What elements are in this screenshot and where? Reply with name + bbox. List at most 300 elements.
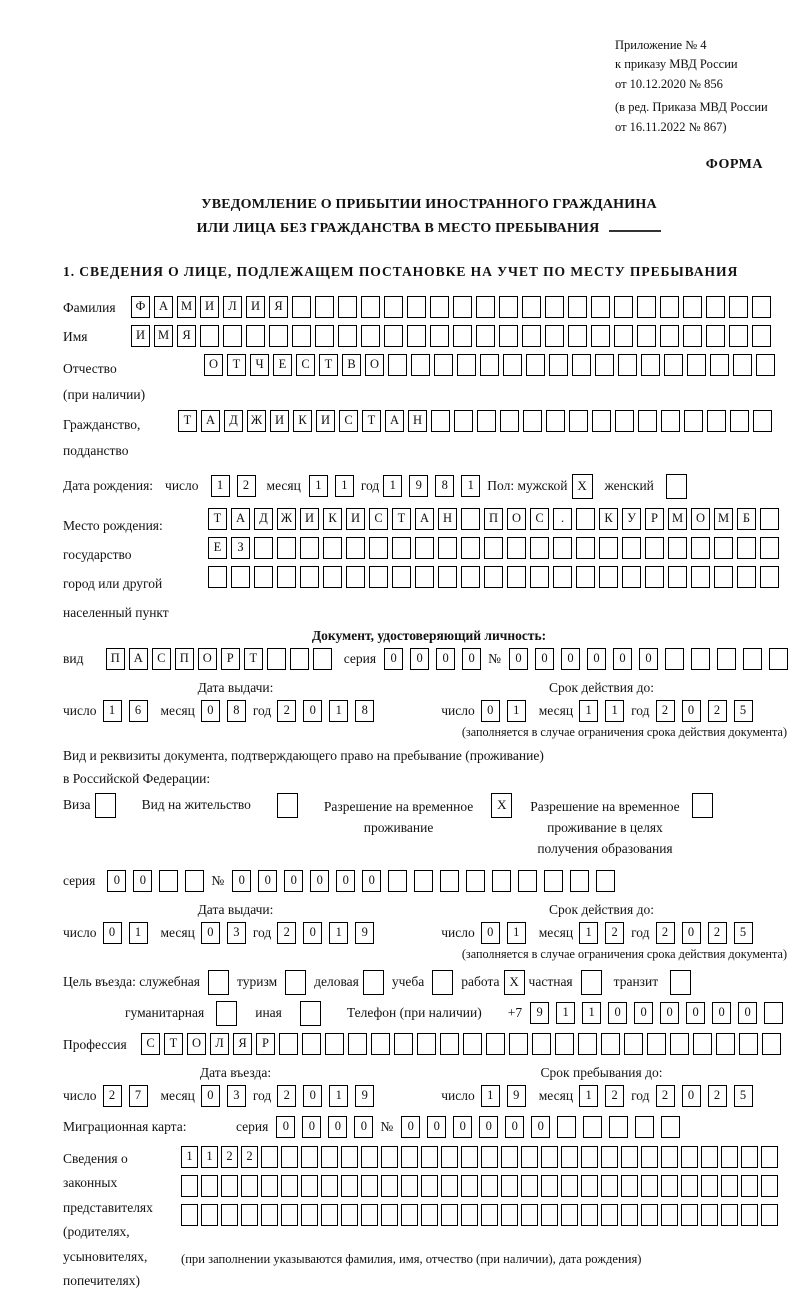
cell[interactable] [341, 1146, 358, 1168]
cell[interactable] [407, 296, 426, 318]
cell[interactable] [315, 325, 334, 347]
cell[interactable]: 1 [211, 475, 230, 497]
cell[interactable]: Т [164, 1033, 183, 1055]
cell[interactable] [277, 537, 296, 559]
cell[interactable] [553, 566, 572, 588]
cell[interactable] [737, 537, 756, 559]
purpose-official-checkbox[interactable] [208, 970, 229, 995]
cell[interactable] [521, 1175, 538, 1197]
cell[interactable]: У [622, 508, 641, 530]
cell[interactable]: 0 [453, 1116, 472, 1138]
cell[interactable]: Л [210, 1033, 229, 1055]
cell[interactable] [415, 566, 434, 588]
cell[interactable]: 0 [682, 1085, 701, 1107]
cell[interactable]: 2 [241, 1146, 258, 1168]
cell[interactable] [701, 1204, 718, 1226]
cell[interactable]: Т [244, 648, 263, 670]
cell[interactable]: 9 [409, 475, 428, 497]
cell[interactable] [507, 566, 526, 588]
cell[interactable] [281, 1146, 298, 1168]
cell[interactable] [501, 1146, 518, 1168]
cell[interactable] [384, 325, 403, 347]
doc-type-cells[interactable] [106, 648, 336, 670]
cell[interactable] [729, 296, 748, 318]
cell[interactable] [591, 325, 610, 347]
cell[interactable] [522, 296, 541, 318]
cell[interactable]: С [296, 354, 315, 376]
cell[interactable] [415, 537, 434, 559]
cell[interactable]: 0 [639, 648, 658, 670]
cell[interactable] [569, 410, 588, 432]
cell[interactable]: . [553, 508, 572, 530]
cell[interactable] [463, 1033, 482, 1055]
cell[interactable] [430, 325, 449, 347]
cell[interactable]: С [339, 410, 358, 432]
cell[interactable]: 1 [201, 1146, 218, 1168]
cell[interactable] [481, 1204, 498, 1226]
cell[interactable] [601, 1175, 618, 1197]
cell[interactable]: А [201, 410, 220, 432]
cell[interactable]: Ч [250, 354, 269, 376]
cell[interactable]: Т [208, 508, 227, 530]
cell[interactable] [321, 1146, 338, 1168]
cell[interactable]: 2 [708, 1085, 727, 1107]
cell[interactable] [706, 325, 725, 347]
cell[interactable] [466, 870, 485, 892]
cell[interactable]: 2 [103, 1085, 122, 1107]
cell[interactable]: 0 [284, 870, 303, 892]
purpose-study-checkbox[interactable] [432, 970, 453, 995]
cell[interactable] [461, 508, 480, 530]
cell[interactable] [381, 1175, 398, 1197]
cell[interactable] [599, 566, 618, 588]
birth-year-cells[interactable] [383, 475, 487, 497]
cell[interactable] [583, 1116, 602, 1138]
cell[interactable]: 2 [656, 1085, 675, 1107]
patronymic-cells[interactable] [204, 354, 779, 376]
cell[interactable] [761, 1204, 778, 1226]
cell[interactable] [741, 1175, 758, 1197]
cell[interactable]: 0 [410, 648, 429, 670]
cell[interactable]: 2 [237, 475, 256, 497]
cell[interactable] [545, 325, 564, 347]
cell[interactable]: С [141, 1033, 160, 1055]
cell[interactable] [300, 537, 319, 559]
cell[interactable] [369, 566, 388, 588]
cell[interactable] [622, 566, 641, 588]
cell[interactable] [541, 1204, 558, 1226]
cell[interactable] [440, 870, 459, 892]
cell[interactable] [769, 648, 788, 670]
cell[interactable] [701, 1146, 718, 1168]
cell[interactable] [729, 325, 748, 347]
cell[interactable] [760, 508, 779, 530]
cell[interactable]: 2 [277, 1085, 296, 1107]
cell[interactable]: 2 [277, 700, 296, 722]
cell[interactable]: 1 [579, 1085, 598, 1107]
cell[interactable] [481, 1175, 498, 1197]
representatives-cells-row2[interactable] [181, 1175, 781, 1197]
cell[interactable] [621, 1204, 638, 1226]
cell[interactable]: Р [645, 508, 664, 530]
cell[interactable] [381, 1146, 398, 1168]
cell[interactable]: 1 [579, 700, 598, 722]
cell[interactable] [381, 1204, 398, 1226]
cell[interactable] [411, 354, 430, 376]
cell[interactable] [532, 1033, 551, 1055]
cell[interactable]: И [300, 508, 319, 530]
cell[interactable] [637, 296, 656, 318]
cell[interactable]: 0 [481, 922, 500, 944]
cell[interactable]: 3 [227, 1085, 246, 1107]
cell[interactable]: 2 [708, 700, 727, 722]
cell[interactable]: И [346, 508, 365, 530]
cell[interactable]: 1 [507, 700, 526, 722]
cell[interactable] [384, 296, 403, 318]
cell[interactable]: 9 [355, 922, 374, 944]
cell[interactable]: 1 [481, 1085, 500, 1107]
cell[interactable] [591, 296, 610, 318]
permit-issue-year-cells[interactable] [277, 922, 381, 944]
cell[interactable]: 5 [734, 1085, 753, 1107]
cell[interactable] [501, 1204, 518, 1226]
cell[interactable] [325, 1033, 344, 1055]
cell[interactable] [261, 1175, 278, 1197]
cell[interactable]: Д [254, 508, 273, 530]
cell[interactable]: 0 [436, 648, 455, 670]
purpose-work-checkbox[interactable]: X [504, 970, 525, 995]
cell[interactable] [499, 325, 518, 347]
cell[interactable] [208, 566, 227, 588]
cell[interactable] [665, 648, 684, 670]
cell[interactable]: 0 [201, 922, 220, 944]
cell[interactable] [484, 537, 503, 559]
residence-permit-checkbox[interactable] [277, 793, 298, 818]
cell[interactable]: Е [273, 354, 292, 376]
cell[interactable] [315, 296, 334, 318]
birthplace-cells-row1[interactable] [208, 508, 783, 530]
cell[interactable] [572, 354, 591, 376]
cell[interactable] [461, 1175, 478, 1197]
cell[interactable]: Е [208, 537, 227, 559]
cell[interactable] [753, 410, 772, 432]
cell[interactable]: Д [224, 410, 243, 432]
doc-issue-month-cells[interactable] [201, 700, 253, 722]
cell[interactable] [549, 354, 568, 376]
cell[interactable] [596, 870, 615, 892]
cell[interactable]: Р [256, 1033, 275, 1055]
cell[interactable] [431, 410, 450, 432]
cell[interactable] [581, 1204, 598, 1226]
cell[interactable] [476, 325, 495, 347]
cell[interactable] [246, 325, 265, 347]
purpose-other-checkbox[interactable] [300, 1001, 321, 1026]
cell[interactable] [743, 648, 762, 670]
cell[interactable] [707, 410, 726, 432]
cell[interactable]: 1 [605, 700, 624, 722]
cell[interactable] [618, 354, 637, 376]
cell[interactable] [764, 1002, 783, 1024]
cell[interactable] [691, 566, 710, 588]
cell[interactable]: С [530, 508, 549, 530]
cell[interactable]: 1 [335, 475, 354, 497]
cell[interactable]: К [323, 508, 342, 530]
cell[interactable]: 0 [712, 1002, 731, 1024]
cell[interactable]: 0 [302, 1116, 321, 1138]
purpose-humanitarian-checkbox[interactable] [216, 1001, 237, 1026]
phone-cells[interactable] [530, 1002, 790, 1024]
cell[interactable]: 0 [481, 700, 500, 722]
cell[interactable] [641, 1204, 658, 1226]
cell[interactable] [641, 1146, 658, 1168]
entry-day-cells[interactable] [103, 1085, 155, 1107]
cell[interactable]: П [175, 648, 194, 670]
cell[interactable]: 0 [587, 648, 606, 670]
cell[interactable]: 0 [738, 1002, 757, 1024]
cell[interactable]: 8 [435, 475, 454, 497]
birth-day-cells[interactable] [211, 475, 263, 497]
cell[interactable] [407, 325, 426, 347]
cell[interactable]: Б [737, 508, 756, 530]
cell[interactable] [361, 1175, 378, 1197]
cell[interactable] [661, 1175, 678, 1197]
cell[interactable]: 0 [401, 1116, 420, 1138]
cell[interactable]: 1 [329, 1085, 348, 1107]
cell[interactable] [635, 1116, 654, 1138]
cell[interactable] [392, 537, 411, 559]
visa-checkbox[interactable] [95, 793, 116, 818]
cell[interactable] [615, 410, 634, 432]
cell[interactable] [477, 410, 496, 432]
birthplace-cells-row2[interactable] [208, 537, 783, 559]
cell[interactable]: 0 [201, 1085, 220, 1107]
cell[interactable] [290, 648, 309, 670]
cell[interactable] [530, 537, 549, 559]
cell[interactable]: Т [319, 354, 338, 376]
cell[interactable]: 7 [129, 1085, 148, 1107]
cell[interactable]: 0 [384, 648, 403, 670]
cell[interactable]: 0 [505, 1116, 524, 1138]
cell[interactable]: А [154, 296, 173, 318]
cell[interactable] [401, 1204, 418, 1226]
purpose-tourism-checkbox[interactable] [285, 970, 306, 995]
cell[interactable] [761, 1146, 778, 1168]
cell[interactable] [660, 325, 679, 347]
migcard-number-cells[interactable] [401, 1116, 687, 1138]
cell[interactable] [710, 354, 729, 376]
cell[interactable]: 0 [362, 870, 381, 892]
cell[interactable] [638, 410, 657, 432]
cell[interactable]: О [691, 508, 710, 530]
cell[interactable] [371, 1033, 390, 1055]
cell[interactable]: Т [227, 354, 246, 376]
permit-number-cells[interactable] [232, 870, 622, 892]
cell[interactable] [568, 325, 587, 347]
cell[interactable] [346, 566, 365, 588]
cell[interactable]: 0 [133, 870, 152, 892]
cell[interactable] [681, 1204, 698, 1226]
cell[interactable] [756, 354, 775, 376]
cell[interactable] [661, 410, 680, 432]
cell[interactable]: 0 [310, 870, 329, 892]
cell[interactable] [668, 537, 687, 559]
cell[interactable] [254, 537, 273, 559]
cell[interactable] [507, 537, 526, 559]
cell[interactable] [570, 870, 589, 892]
cell[interactable]: 0 [613, 648, 632, 670]
cell[interactable]: О [204, 354, 223, 376]
cell[interactable] [546, 410, 565, 432]
cell[interactable] [714, 537, 733, 559]
cell[interactable] [323, 537, 342, 559]
cell[interactable] [430, 296, 449, 318]
cell[interactable] [338, 325, 357, 347]
cell[interactable] [568, 296, 587, 318]
cell[interactable]: 0 [634, 1002, 653, 1024]
cell[interactable] [401, 1146, 418, 1168]
cell[interactable] [614, 325, 633, 347]
cell[interactable]: 1 [181, 1146, 198, 1168]
doc-expiry-year-cells[interactable] [656, 700, 760, 722]
cell[interactable] [660, 296, 679, 318]
cell[interactable] [544, 870, 563, 892]
birthplace-cells-row3[interactable] [208, 566, 783, 588]
cell[interactable] [601, 1204, 618, 1226]
cell[interactable] [717, 648, 736, 670]
cell[interactable] [523, 410, 542, 432]
cell[interactable]: Т [178, 410, 197, 432]
cell[interactable] [492, 870, 511, 892]
migcard-series-cells[interactable] [276, 1116, 380, 1138]
cell[interactable] [541, 1175, 558, 1197]
stay-day-cells[interactable] [481, 1085, 533, 1107]
cell[interactable] [221, 1175, 238, 1197]
cell[interactable] [576, 508, 595, 530]
cell[interactable]: П [106, 648, 125, 670]
cell[interactable]: 0 [303, 1085, 322, 1107]
cell[interactable] [392, 566, 411, 588]
cell[interactable] [684, 410, 703, 432]
cell[interactable] [592, 410, 611, 432]
cell[interactable]: И [131, 325, 150, 347]
cell[interactable] [522, 325, 541, 347]
cell[interactable] [576, 566, 595, 588]
cell[interactable] [681, 1146, 698, 1168]
cell[interactable] [545, 296, 564, 318]
cell[interactable] [670, 1033, 689, 1055]
cell[interactable]: О [365, 354, 384, 376]
cell[interactable]: О [198, 648, 217, 670]
cell[interactable] [341, 1175, 358, 1197]
cell[interactable]: О [507, 508, 526, 530]
cell[interactable]: 0 [682, 922, 701, 944]
cell[interactable] [721, 1146, 738, 1168]
cell[interactable] [346, 537, 365, 559]
cell[interactable]: 0 [427, 1116, 446, 1138]
cell[interactable]: 0 [462, 648, 481, 670]
cell[interactable] [518, 870, 537, 892]
cell[interactable] [561, 1204, 578, 1226]
cell[interactable]: Я [269, 296, 288, 318]
cell[interactable] [621, 1146, 638, 1168]
cell[interactable] [281, 1175, 298, 1197]
cell[interactable] [457, 354, 476, 376]
cell[interactable] [241, 1175, 258, 1197]
cell[interactable] [313, 648, 332, 670]
cell[interactable]: Т [392, 508, 411, 530]
temp-residence-edu-checkbox[interactable] [692, 793, 713, 818]
doc-issue-year-cells[interactable] [277, 700, 381, 722]
cell[interactable]: 0 [479, 1116, 498, 1138]
cell[interactable] [741, 1204, 758, 1226]
cell[interactable] [321, 1204, 338, 1226]
cell[interactable] [730, 410, 749, 432]
cell[interactable] [301, 1204, 318, 1226]
cell[interactable] [668, 566, 687, 588]
cell[interactable] [159, 870, 178, 892]
permit-series-cells[interactable] [107, 870, 211, 892]
cell[interactable] [664, 354, 683, 376]
cell[interactable] [269, 325, 288, 347]
cell[interactable]: 1 [103, 700, 122, 722]
cell[interactable] [185, 870, 204, 892]
sex-male-checkbox[interactable]: X [572, 474, 593, 499]
doc-issue-day-cells[interactable] [103, 700, 155, 722]
cell[interactable] [716, 1033, 735, 1055]
cell[interactable] [281, 1204, 298, 1226]
cell[interactable]: 0 [303, 700, 322, 722]
representatives-cells-row3[interactable] [181, 1204, 781, 1226]
cell[interactable] [661, 1146, 678, 1168]
cell[interactable] [683, 296, 702, 318]
cell[interactable]: 1 [329, 922, 348, 944]
cell[interactable]: 0 [509, 648, 528, 670]
profession-cells[interactable] [141, 1033, 785, 1055]
cell[interactable] [300, 566, 319, 588]
cell[interactable]: Я [177, 325, 196, 347]
cell[interactable] [301, 1175, 318, 1197]
cell[interactable] [641, 1175, 658, 1197]
cell[interactable] [500, 410, 519, 432]
cell[interactable] [721, 1175, 738, 1197]
cell[interactable] [223, 325, 242, 347]
cell[interactable]: 0 [201, 700, 220, 722]
cell[interactable] [438, 537, 457, 559]
cell[interactable] [361, 325, 380, 347]
cell[interactable] [760, 566, 779, 588]
cell[interactable] [561, 1146, 578, 1168]
cell[interactable] [361, 296, 380, 318]
cell[interactable]: 1 [383, 475, 402, 497]
cell[interactable]: 1 [329, 700, 348, 722]
cell[interactable] [321, 1175, 338, 1197]
cell[interactable] [461, 1204, 478, 1226]
cell[interactable]: 2 [277, 922, 296, 944]
citizenship-cells[interactable] [178, 410, 776, 432]
cell[interactable] [595, 354, 614, 376]
cell[interactable] [739, 1033, 758, 1055]
cell[interactable] [647, 1033, 666, 1055]
cell[interactable]: О [187, 1033, 206, 1055]
cell[interactable] [481, 1146, 498, 1168]
name-cells[interactable] [131, 325, 775, 347]
doc-expiry-day-cells[interactable] [481, 700, 533, 722]
cell[interactable]: 0 [258, 870, 277, 892]
cell[interactable] [622, 537, 641, 559]
cell[interactable] [292, 296, 311, 318]
cell[interactable]: 0 [608, 1002, 627, 1024]
cell[interactable] [553, 537, 572, 559]
